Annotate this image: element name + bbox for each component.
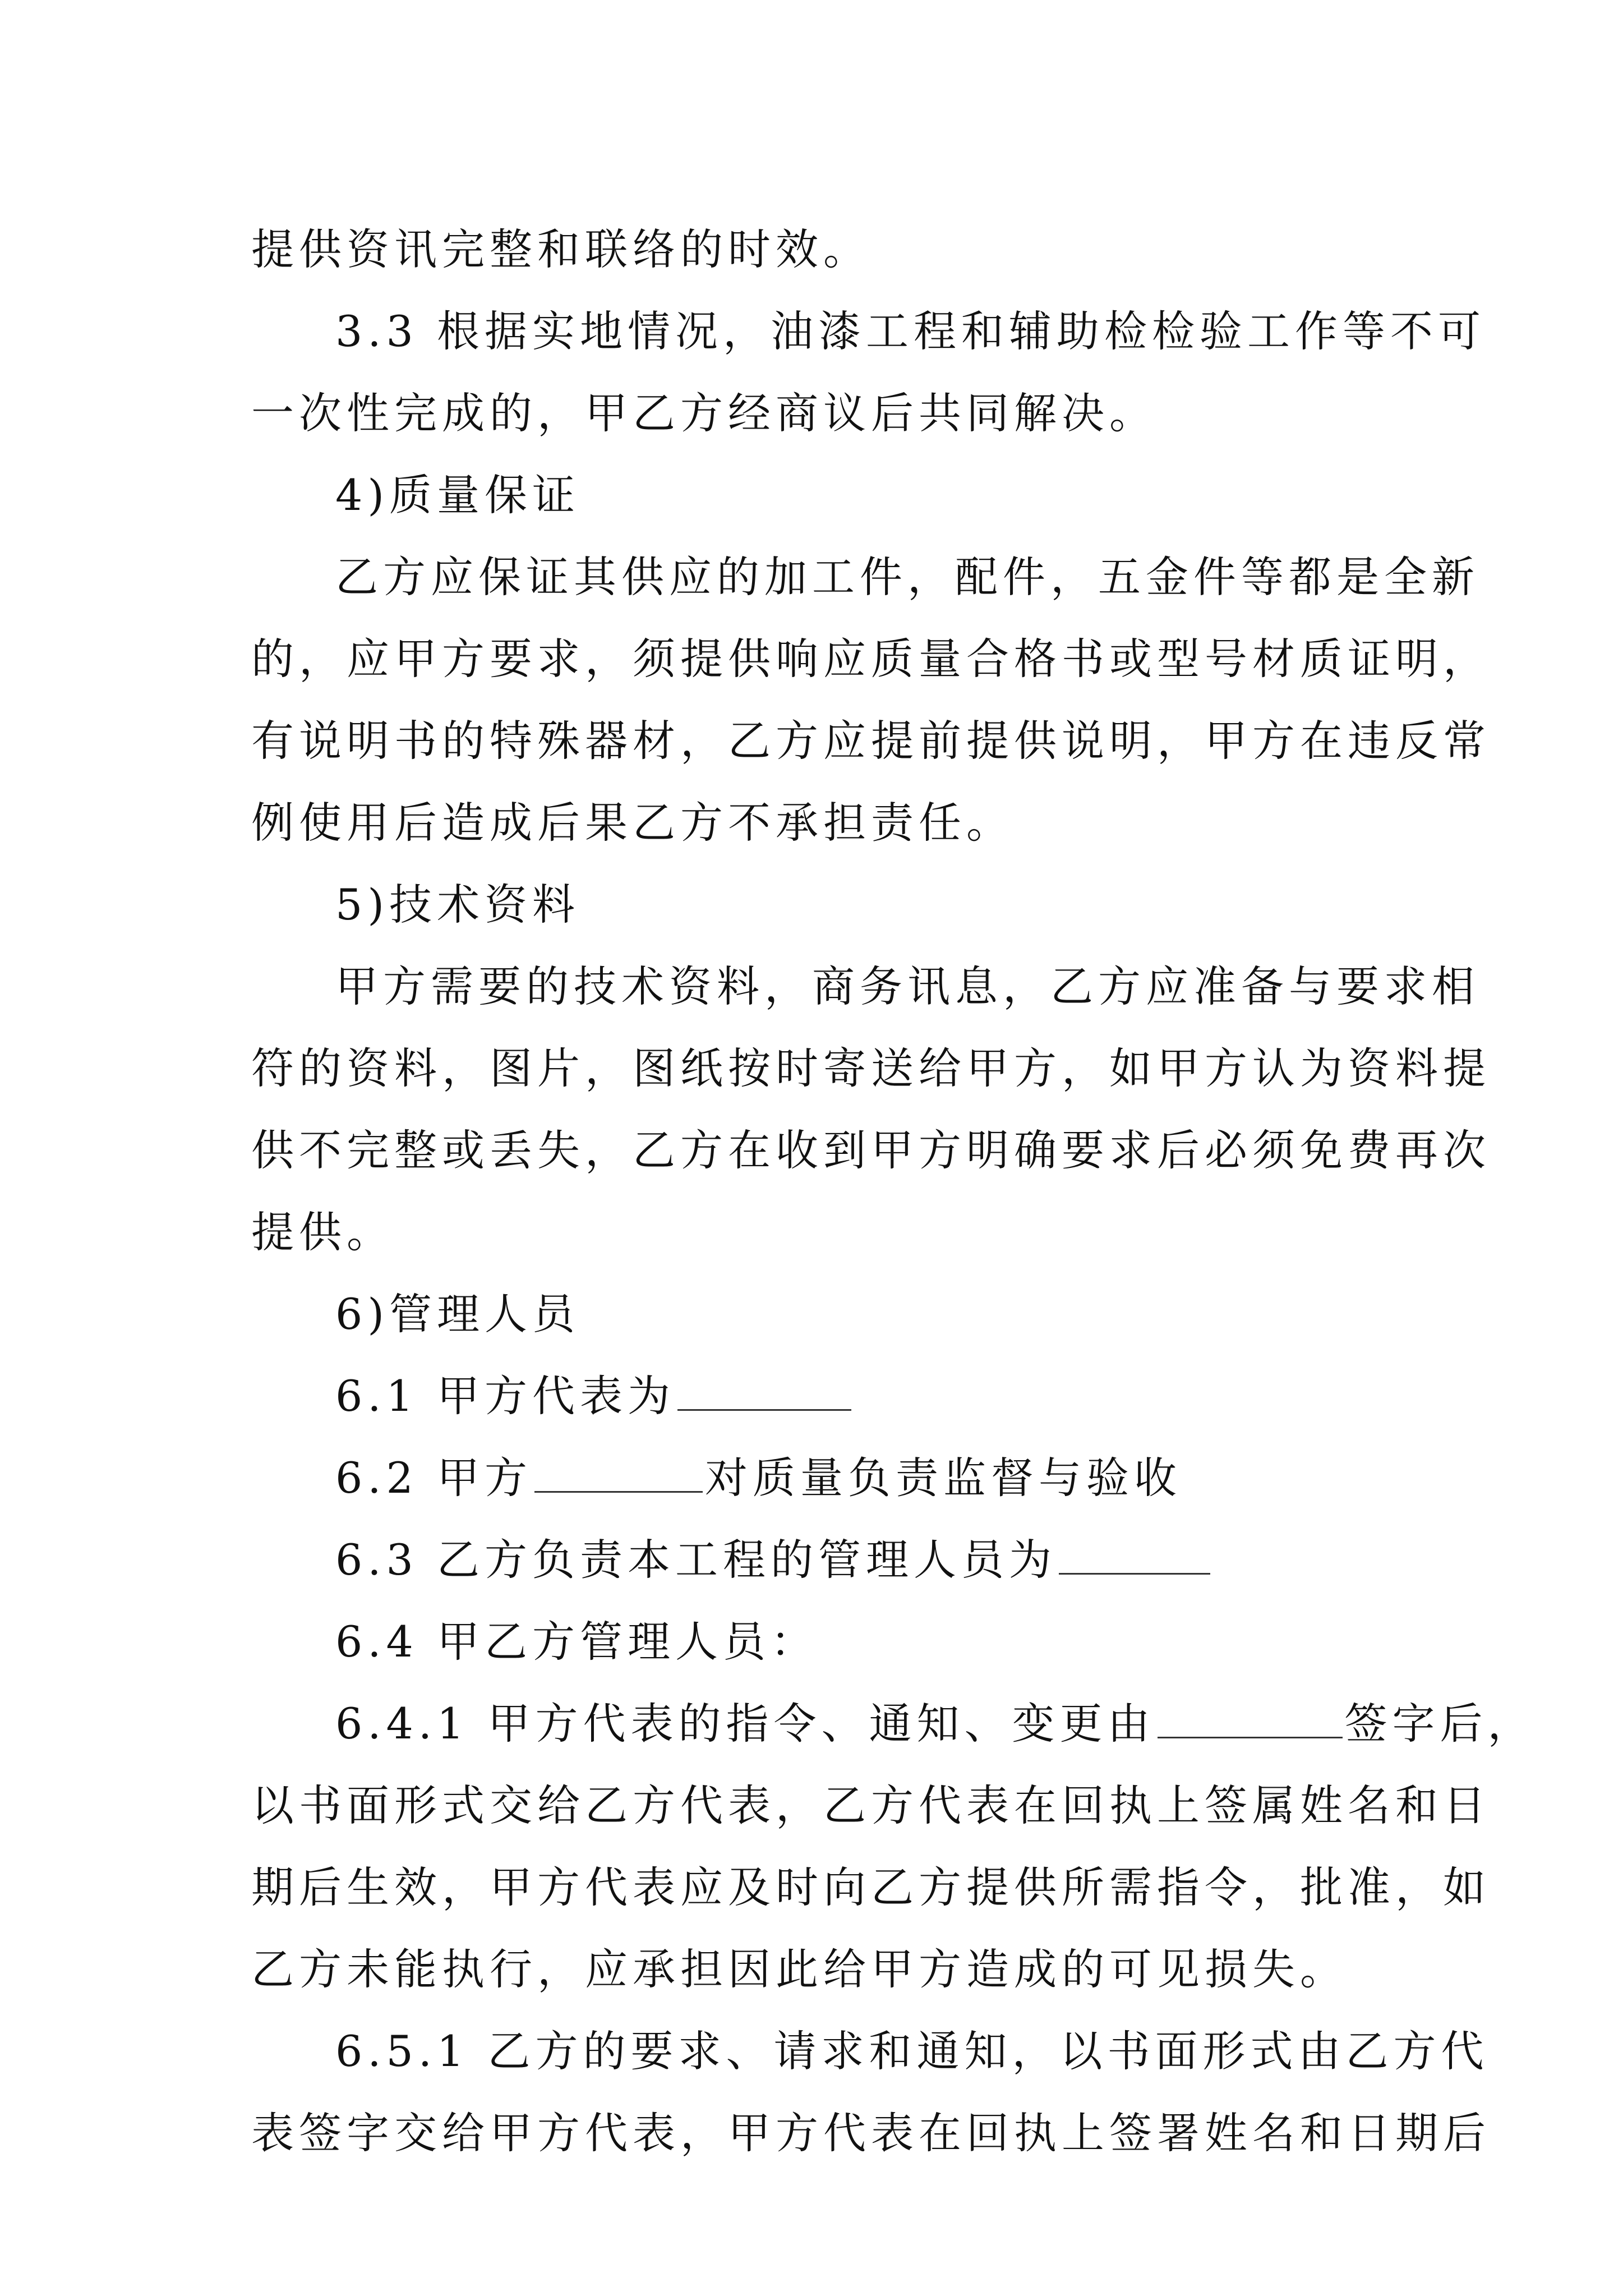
clause-3-3-line: 3.3 根据实地情况，油漆工程和辅助检检验工作等不可 <box>335 306 1486 356</box>
paragraph-line: 乙方未能执行，应承担因此给甲方造成的可见损失。 <box>251 1944 1348 1994</box>
clause-6-5-1-line: 6.5.1 乙方的要求、请求和通知，以书面形式由乙方代 <box>335 2026 1489 2076</box>
clause-6-2-text-before: 6.2 甲方 <box>335 1453 533 1503</box>
text-line: 提供资讯完整和联络的时效。 <box>251 224 871 274</box>
paragraph-line: 供不完整或丢失，乙方在收到甲方明确要求后必须免费再次 <box>251 1125 1491 1175</box>
paragraph-line: 的，应甲方要求，须提供响应质量合格书或型号材质证明， <box>251 634 1491 684</box>
section-heading-management-personnel: 6)管理人员 <box>335 1289 580 1339</box>
contract-text-body <box>251 209 1536 2174</box>
section-heading-quality-guarantee: 4)质量保证 <box>335 470 580 520</box>
clause-6-4-1-line <box>251 1683 1536 1765</box>
paragraph-line: 表签字交给甲方代表，甲方代表在回执上签署姓名和日期后 <box>251 2108 1491 2158</box>
paragraph-line: 提供。 <box>251 1207 394 1257</box>
clause-6-4-1-text-before: 6.4.1 甲方代表的指令、通知、变更由 <box>335 1699 1155 1749</box>
paragraph-line: 甲方需要的技术资料，商务讯息，乙方应准备与要求相 <box>335 961 1479 1011</box>
fill-in-blank[interactable] <box>534 1456 703 1493</box>
paragraph-line: 乙方应保证其供应的加工件，配件，五金件等都是全新 <box>335 552 1479 602</box>
paragraph-line: 以书面形式交给乙方代表，乙方代表在回执上签属姓名和日 <box>251 1780 1491 1830</box>
paragraph-line: 符的资料，图片，图纸按时寄送给甲方，如甲方认为资料提 <box>251 1043 1491 1093</box>
clause-6-2-line <box>251 1437 1390 1519</box>
paragraph-line: 期后生效，甲方代表应及时向乙方提供所需指令，批准，如 <box>251 1862 1491 1912</box>
paragraph-line: 有说明书的特殊器材，乙方应提前提供说明，甲方在违反常 <box>251 716 1491 766</box>
fill-in-blank[interactable] <box>677 1374 851 1411</box>
fill-in-blank[interactable] <box>1059 1538 1210 1575</box>
text-line: 一次性完成的，甲乙方经商议后共同解决。 <box>251 388 1157 438</box>
clause-6-4-1-text-after: 签字后， <box>1344 1699 1536 1749</box>
clause-6-2-text-after: 对质量负责监督与验收 <box>705 1453 1182 1503</box>
clause-6-3-text: 6.3 乙方负责本工程的管理人员为 <box>335 1535 1057 1585</box>
clause-6-4-line: 6.4 甲乙方管理人员： <box>335 1617 819 1667</box>
paragraph-line: 例使用后造成后果乙方不承担责任。 <box>251 798 1014 848</box>
clause-6-1-line <box>251 1355 1390 1437</box>
clause-6-1-text: 6.1 甲方代表为 <box>335 1371 676 1421</box>
clause-6-3-line <box>251 1519 1390 1601</box>
fill-in-blank[interactable] <box>1158 1702 1343 1738</box>
section-heading-technical-data: 5)技术资料 <box>335 880 580 930</box>
